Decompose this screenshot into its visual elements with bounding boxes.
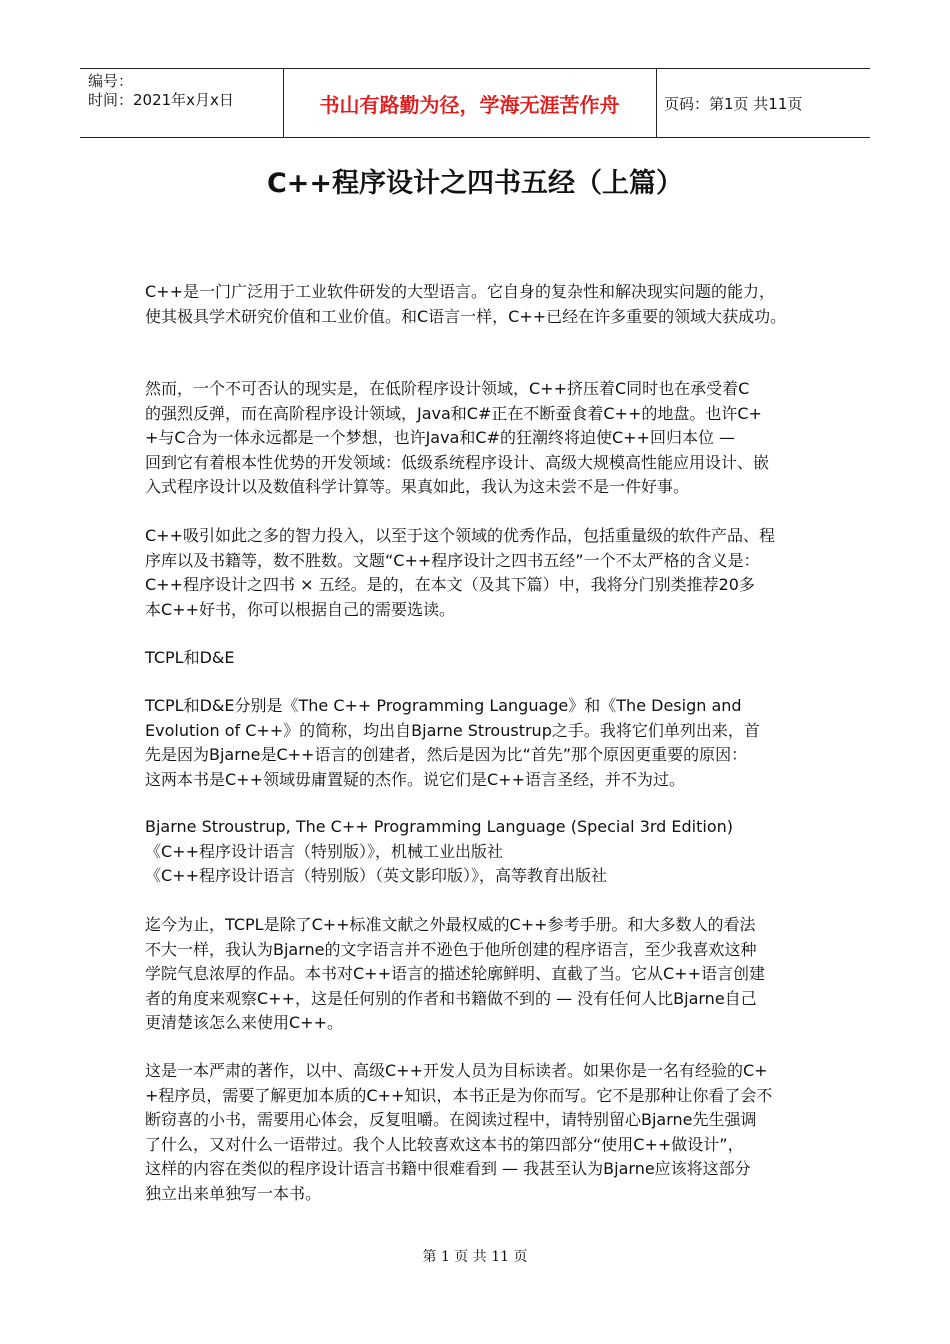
paragraph-line: 独立出来单独写一本书。	[145, 1183, 322, 1203]
paragraph	[145, 815, 810, 889]
paragraph-line: 学院气息浓厚的作品。本书对C++语言的描述轮廓鲜明、直截了当。它从C++语言创建	[145, 964, 765, 983]
paragraph-line: +程序员，需要了解更加本质的C++知识，本书正是为你而写。它不是那种让你看了会不	[145, 1085, 773, 1105]
paragraph	[145, 646, 810, 671]
paragraph	[145, 1059, 810, 1206]
paragraph-line: 这两本书是C++领域毋庸置疑的杰作。说它们是C++语言圣经，并不为过。	[145, 769, 685, 789]
paragraph-line: C++程序设计之四书 × 五经。是的，在本文（及其下篇）中，我将分门别类推荐20多	[145, 575, 755, 594]
paragraph-line: 的强烈反弹，而在高阶程序设计领域，Java和C#正在不断蚕食着C++的地盘。也许C+	[145, 403, 762, 423]
page-code: 页码：第1页 共11页	[664, 95, 803, 113]
header-right-cell	[656, 69, 870, 137]
motto-text: 书山有路勤为径，学海无涯苦作舟	[319, 93, 620, 117]
paragraph-line: 使其极具学术研究价值和工业价值。和C语言一样，C++已经在许多重要的领域大获成功。	[145, 306, 787, 326]
header-table	[80, 68, 870, 138]
serial-number-label: 编号：	[88, 72, 134, 90]
paragraph-line: Bjarne Stroustrup, The C++ Programming Language (Special 3rd Edition)	[145, 817, 734, 836]
paragraph-line: TCPL和D&E分别是《The C++ Programming Language》和《The Design and	[145, 696, 742, 715]
page-footer: 第 1 页 共 11 页	[422, 1249, 528, 1265]
paragraph-line: 这样的内容在类似的程序设计语言书籍中很难看到 — 我甚至认为Bjarne应该将这部分	[145, 1159, 751, 1178]
paragraph-line: +与C合为一体永远都是一个梦想，也许Java和C#的狂潮终将迫使C++回归本位 —	[145, 428, 736, 447]
paragraph-line: 了什么，又对什么一语带过。我个人比较喜欢这本书的第四部分“使用C++做设计”，	[145, 1134, 744, 1154]
paragraph-line: Evolution of C++》的简称，均出自Bjarne Stroustrup之手。我将它们单列出来，首	[145, 720, 760, 740]
paragraph-line: C++吸引如此之多的智力投入，以至于这个领域的优秀作品，包括重量级的软件产品、程	[145, 526, 775, 545]
paragraph-line: TCPL和D&E	[145, 648, 235, 667]
paragraph-line: C++是一门广泛用于工业软件研发的大型语言。它自身的复杂性和解决现实问题的能力，	[145, 282, 775, 301]
paragraph-line: 回到它有着根本性优势的开发领域：低级系统程序设计、高级大规模高性能应用设计、嵌	[145, 452, 770, 472]
paragraph-line: 《C++程序设计语言（特别版）》，机械工业出版社	[145, 841, 503, 861]
paragraph	[145, 280, 810, 329]
paragraph-line: 先是因为Bjarne是C++语言的创建者，然后是因为比“首先”那个原因更重要的原因：	[145, 745, 748, 764]
paragraph	[145, 694, 810, 792]
header-left-cell	[80, 69, 284, 137]
paragraph-line: 《C++程序设计语言（特别版）（英文影印版）》，高等教育出版社	[145, 866, 607, 885]
paragraph-line: 更清楚该怎么来使用C++。	[145, 1013, 343, 1032]
paragraph-line: 这是一本严肃的著作，以中、高级C++开发人员为目标读者。如果你是一名有经验的C+	[145, 1061, 768, 1080]
paragraph-line: 序库以及书籍等，数不胜数。文题“C++程序设计之四书五经”一个不太严格的含义是：	[145, 550, 760, 570]
header-middle-cell	[283, 69, 657, 137]
paragraph-line: 然而，一个不可否认的现实是，在低阶程序设计领域，C++挤压着C同时也在承受着C	[145, 379, 750, 398]
paragraph-line: 入式程序设计以及数值科学计算等。果真如此，我认为这未尝不是一件好事。	[145, 477, 690, 496]
paragraph	[145, 913, 810, 1036]
paragraph-line: 断窃喜的小书，需要用心体会，反复咀嚼。在阅读过程中，请特别留心Bjarne先生强调	[145, 1110, 757, 1129]
paragraph-line: 本C++好书，你可以根据自己的需要选读。	[145, 599, 455, 619]
paragraph-line: 者的角度来观察C++，这是任何别的作者和书籍做不到的 — 没有任何人比Bjarne自己	[145, 988, 757, 1008]
paragraph	[145, 377, 810, 500]
paragraph-line: 不大一样，我认为Bjarne的文字语言并不逊色于他所创建的程序语言，至少我喜欢这种	[145, 939, 757, 959]
paragraph-line: 迄今为止，TCPL是除了C++标准文献之外最权威的C++参考手册。和大多数人的看法	[145, 915, 756, 934]
paragraph	[145, 524, 810, 622]
date-label: 时间：2021年x月x日	[88, 91, 234, 109]
document-title: C++程序设计之四书五经（上篇）	[266, 168, 684, 199]
